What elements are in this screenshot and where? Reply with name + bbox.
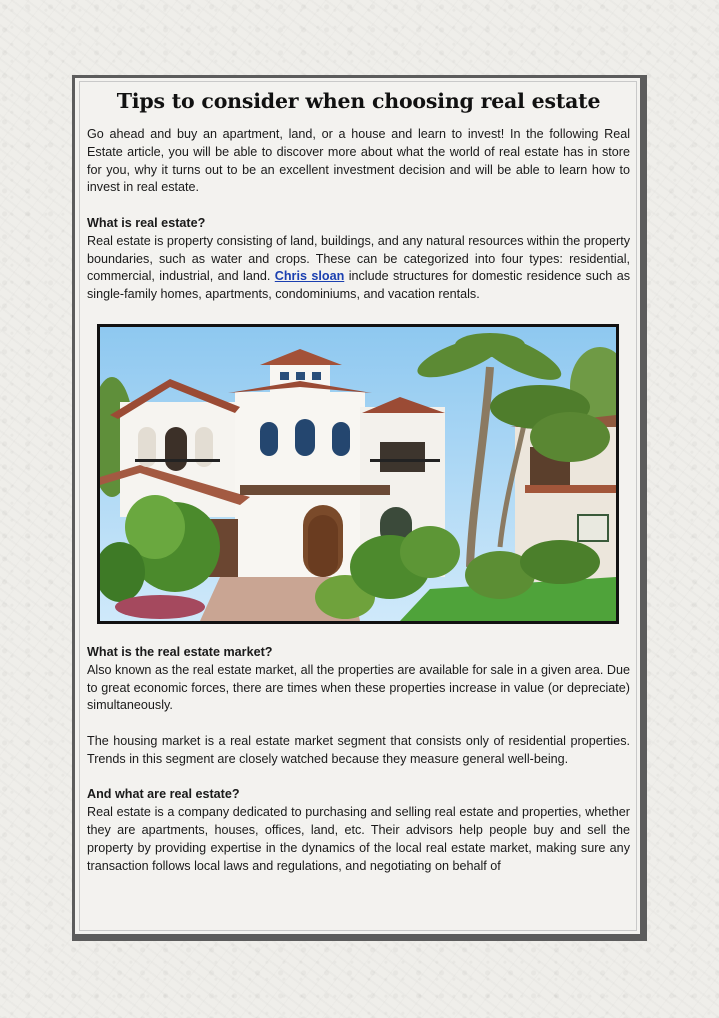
section-real-estate-market: [87, 644, 630, 715]
housing-market-paragraph: The housing market is a real estate market segment that consists only of residential properties. Trends in this segment are closely watched because they measure general well-being.: [87, 733, 630, 766]
article: [87, 88, 630, 875]
section-what-is-real-estate: [87, 215, 630, 304]
intro-paragraph: Go ahead and buy an apartment, land, or a house and learn to invest! In the following Real Estate article, you will be able to discover more about what the world of real estate has in store for you, why it turns out to be an excellent investment decision and will be able to learn how to invest in real estate.: [87, 127, 630, 195]
section-text: Real estate is a company dedicated to purchasing and selling real estate and properties, whether they are apartments, houses, offices, land, etc. Their advisors help people buy and sell the property by providing expertise in the dynamics of the local real estate market, making sure any transaction follows local laws and regulations, and negotiating on behalf of: [87, 805, 630, 873]
page-title: Tips to consider when choosing real estate: [116, 89, 601, 113]
section-text: Also known as the real estate market, all the properties are available for sale in a given area. Due to great economic forces, there are times when these properties increase in value (or depreciate) simultaneously.: [87, 662, 630, 713]
section-heading: And what are real estate?: [87, 787, 240, 802]
house-photo: [97, 324, 619, 624]
section-text: Real estate is property consisting of land, buildings, and any natural resources within the property boundaries, such as water and crops. These can be categorized into four types: residential, commercial, industrial, and land.: [87, 233, 630, 284]
chris-sloan-link[interactable]: Chris sloan: [274, 269, 345, 284]
section-heading: What is the real estate market?: [87, 644, 273, 659]
section-heading: What is real estate?: [87, 215, 206, 230]
page-frame: [72, 75, 647, 941]
section-text-continued: include structures for domestic residence such as single-family homes, apartments, condominiums, and vacation rentals.: [87, 269, 630, 302]
section-and-what-are-real-estate: [87, 786, 630, 875]
